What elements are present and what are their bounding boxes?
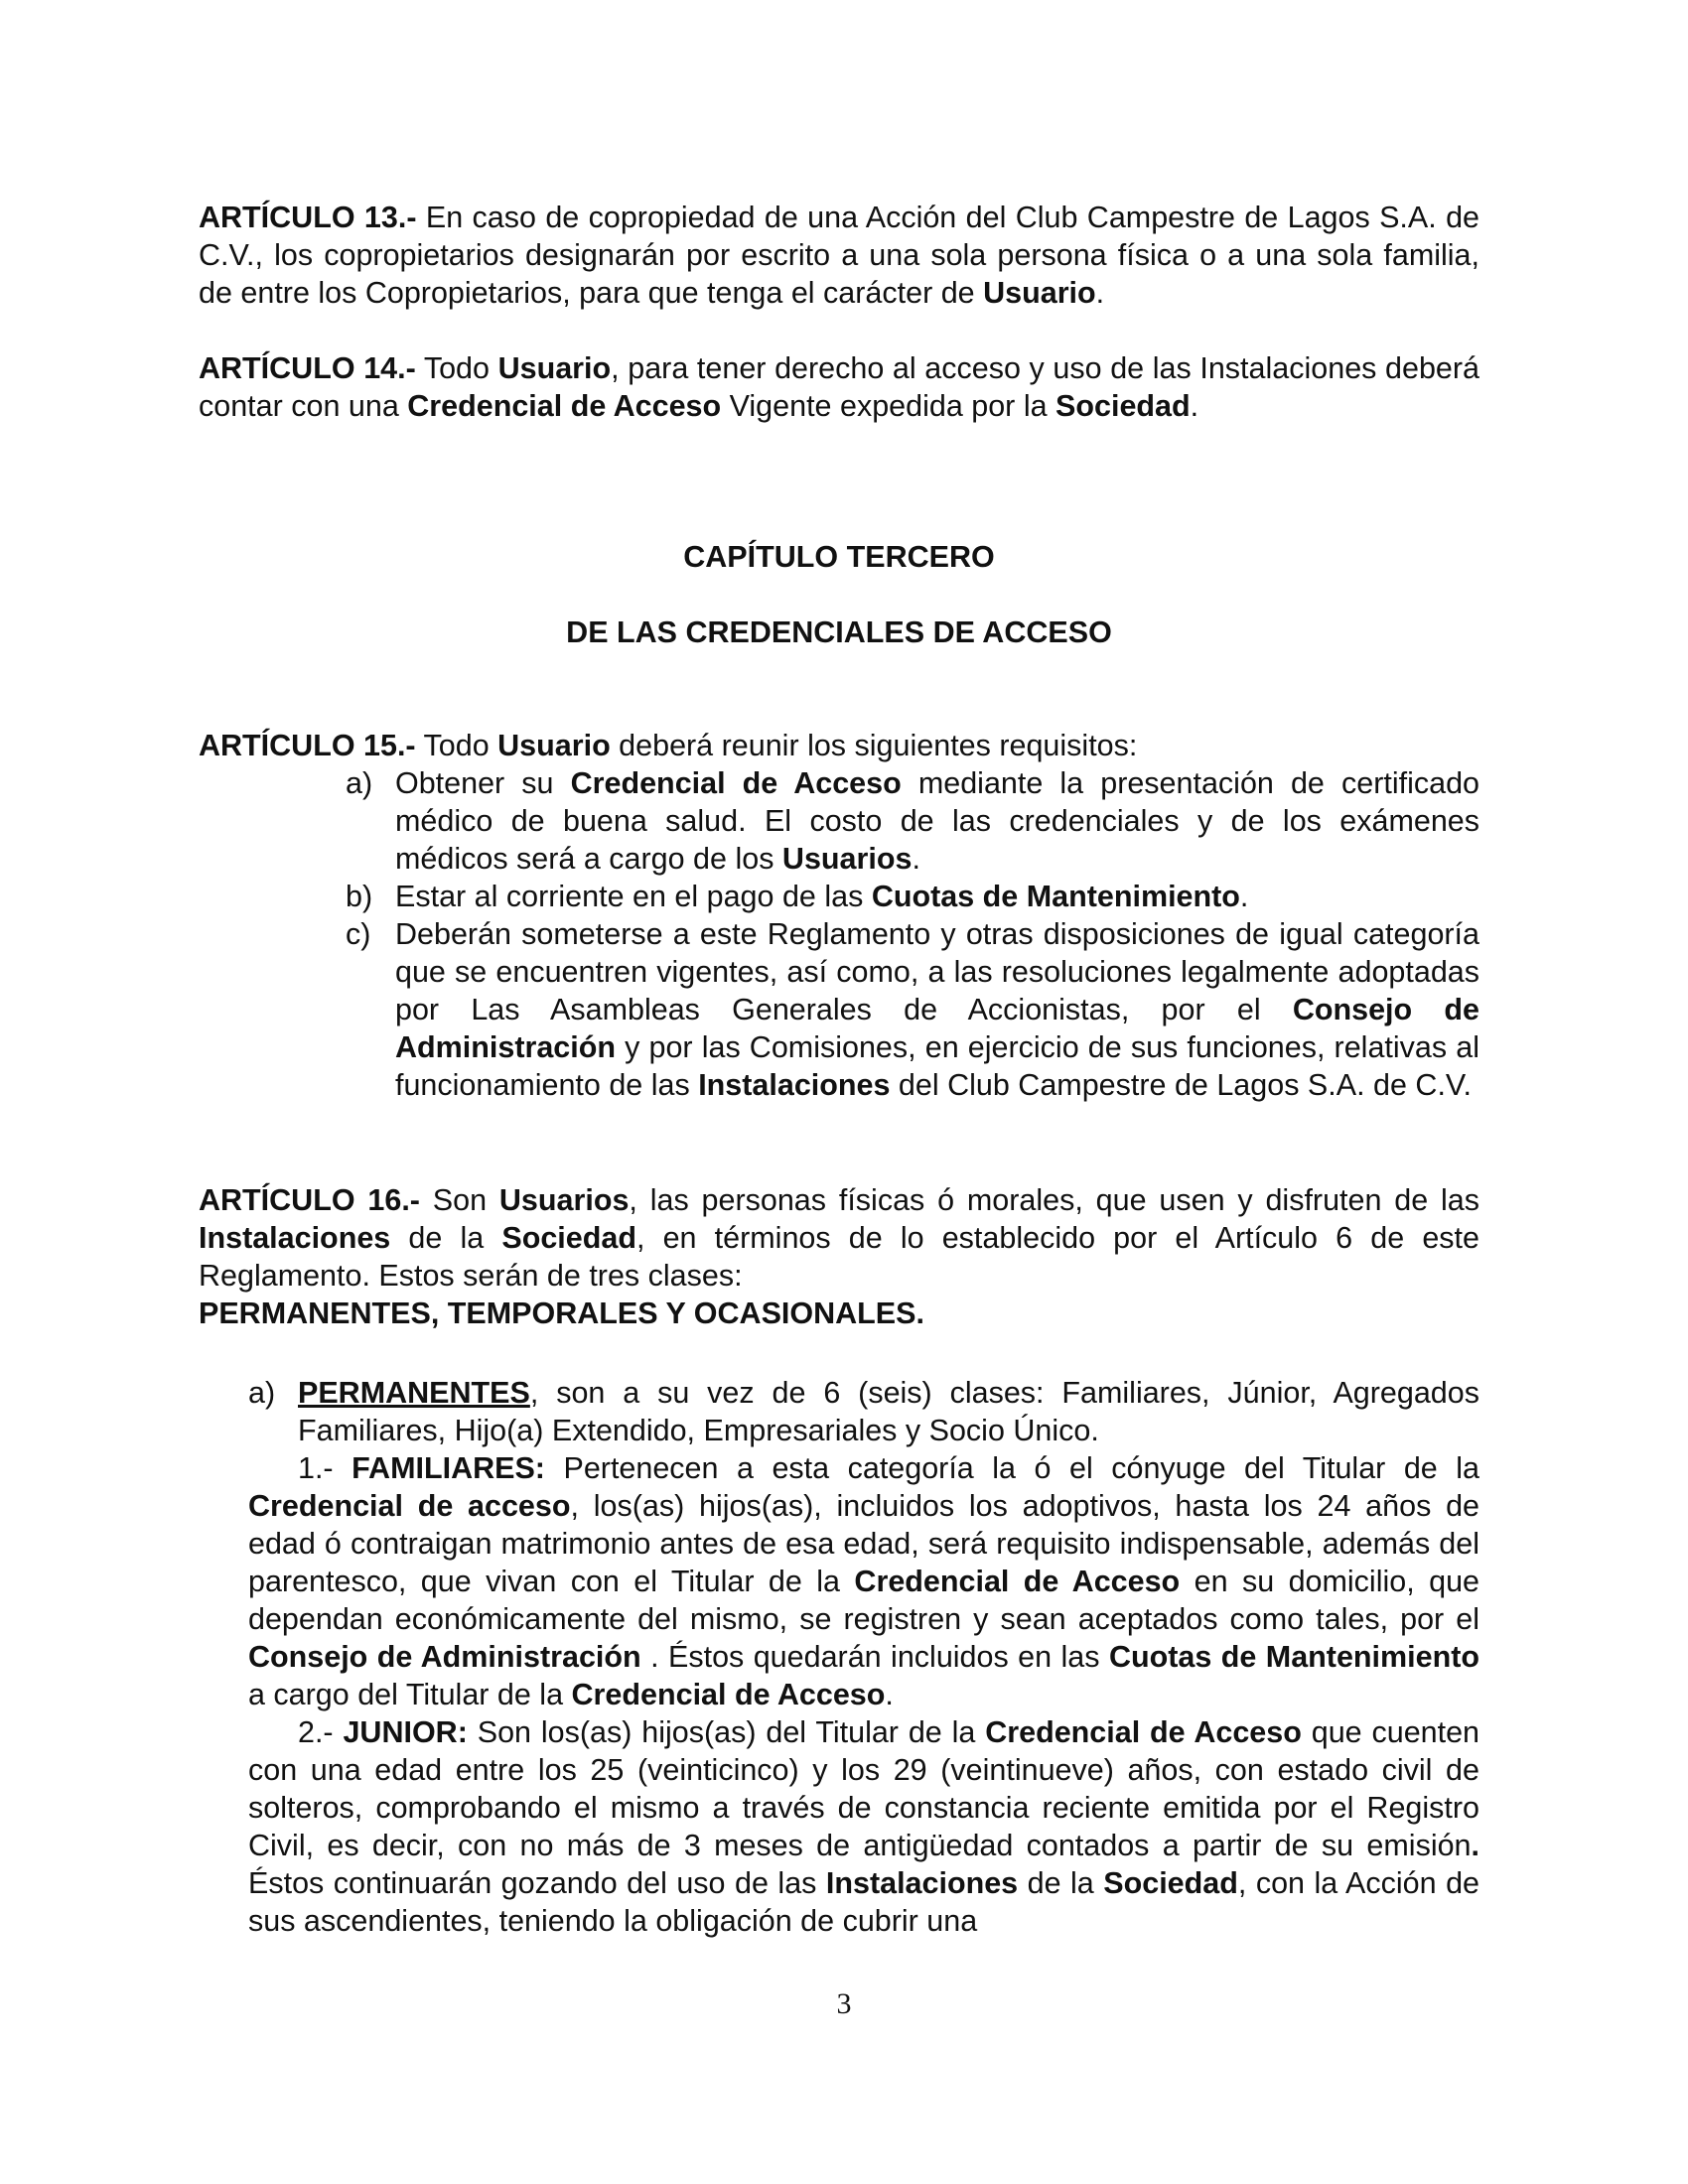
text-run: Todo	[415, 729, 498, 762]
article-16-classes	[199, 1295, 1479, 1332]
bold-term: Cuotas de Mantenimiento	[1108, 1640, 1480, 1674]
list-marker: a)	[346, 766, 373, 800]
bold-term: Usuario	[983, 276, 1096, 310]
bold-term: Credencial de Acceso	[985, 1715, 1302, 1749]
text-run: mediante la presentación de certificado médico de buena salud. El costo de las credenciales y de los exámenes médicos será a cargo de los	[395, 766, 1479, 876]
bold-term: .	[1471, 1829, 1479, 1862]
requirement-a	[199, 764, 1479, 878]
bold-term: Sociedad	[1103, 1866, 1238, 1900]
bold-term: Cuotas de Mantenimiento	[871, 880, 1240, 913]
text-run: Son los(as) hijos(as) del Titular de la	[467, 1715, 986, 1749]
text-run: de la	[390, 1221, 502, 1255]
list-marker: b)	[346, 880, 373, 913]
text-run: Estar al corriente en el pago de las	[395, 880, 872, 913]
text-run: .	[1095, 276, 1105, 310]
text-run: que cuenten con una edad entre los 25 (veinticinco) y los 29 (veintinueve) años, con estado civil de solteros, comprobando el mismo a través de constancia reciente emitida por el Registro Civil, es decir, con no más de 3 meses de antigüedad contados a partir de su emisión	[248, 1715, 1480, 1862]
text-run: , con la Acción de sus ascendientes, teniendo la obligación de cubrir una	[248, 1866, 1479, 1938]
text-run: de la	[1018, 1866, 1104, 1900]
article-16-label: ARTÍCULO 16.-	[199, 1183, 420, 1217]
permanentes-item	[199, 1374, 1479, 1449]
text-run: , en términos de lo establecido por el Artículo 6 de este Reglamento. Estos serán de tres clases:	[199, 1221, 1479, 1293]
text-run: Obtener su	[395, 766, 571, 800]
bold-term: Sociedad	[1055, 389, 1191, 423]
text-run: Son	[419, 1183, 499, 1217]
bold-term: JUNIOR:	[343, 1715, 468, 1749]
subitem-number: 2.-	[298, 1715, 334, 1749]
bold-term: FAMILIARES:	[352, 1451, 545, 1485]
requirement-c-text	[395, 915, 1479, 1104]
chapter-subtitle: DE LAS CREDENCIALES DE ACCESO	[566, 615, 1112, 649]
article-14-text	[199, 349, 1479, 425]
article-16	[199, 1181, 1479, 1332]
subitem-number: 1.-	[298, 1451, 334, 1485]
text-run: Vigente expedida por la	[721, 389, 1056, 423]
article-15-label: ARTÍCULO 15.-	[199, 729, 416, 762]
bold-term: Usuario	[497, 351, 612, 385]
bold-term: Consejo de Administración	[248, 1640, 641, 1674]
article-13-label: ARTÍCULO 13.-	[199, 201, 417, 234]
bold-term: Usuarios	[781, 842, 913, 876]
bold-term: Credencial de acceso	[248, 1489, 571, 1523]
requirement-a-text	[395, 764, 1479, 878]
text-run: a cargo del Titular de la	[248, 1678, 572, 1711]
bold-term: Credencial de Acceso	[570, 766, 902, 800]
bold-term: PERMANENTES, TEMPORALES Y OCASIONALES.	[199, 1297, 924, 1330]
text-run: deberá reunir los siguientes requisitos:	[610, 729, 1138, 762]
permanentes-section	[199, 1374, 1479, 1940]
text-run: Deberán someterse a este Reglamento y otras disposiciones de igual categoría que se encuentren vigentes, así como, a las resoluciones legalmente adoptadas por Las Asambleas Generales de Accionistas, por el	[395, 917, 1479, 1026]
article-15-intro	[199, 727, 1479, 764]
article-15	[199, 727, 1479, 1104]
list-marker: a)	[248, 1376, 276, 1410]
bold-term: Sociedad	[501, 1221, 636, 1255]
bold-term: Credencial de Acceso	[854, 1565, 1181, 1598]
bold-term: Credencial de Acceso	[571, 1678, 886, 1711]
bold-term: Instalaciones	[199, 1221, 391, 1255]
bold-term: Credencial de Acceso	[407, 389, 722, 423]
bold-term: Instalaciones	[825, 1866, 1019, 1900]
text-run: .	[912, 842, 920, 876]
article-13	[199, 199, 1479, 312]
bold-term: Usuarios	[498, 1183, 630, 1217]
text-run: , las personas físicas ó morales, que usen y disfruten de las	[629, 1183, 1480, 1217]
text-run: .	[1190, 389, 1199, 423]
list-marker: c)	[346, 917, 371, 951]
text-run: Éstos continuarán gozando del uso de las	[248, 1866, 826, 1900]
article-14-label: ARTÍCULO 14.-	[199, 351, 416, 385]
text-run: y por las Comisiones, en ejercicio de sus funciones, relativas al funcionamiento de las	[395, 1030, 1479, 1102]
text-run: Todo	[415, 351, 498, 385]
bold-term: PERMANENTES	[298, 1376, 530, 1410]
text-run: . Éstos quedarán incluidos en las	[640, 1640, 1109, 1674]
text-run: , para tener derecho al acceso y uso de las Instalaciones deberá contar con una	[199, 351, 1479, 423]
text-run: en su domicilio, que dependan económicamente del mismo, se registren y sean aceptados como tales, por el	[248, 1565, 1479, 1636]
text-run: del Club Campestre de Lagos S.A. de C.V.	[890, 1068, 1472, 1102]
junior-text	[248, 1713, 1479, 1940]
page-number: 3	[836, 1987, 852, 2020]
permanentes-subitems	[199, 1449, 1479, 1940]
text-run: En caso de copropiedad de una Acción del Club Campestre de Lagos S.A. de C.V., los copropietarios designarán por escrito a una sola persona física o a una sola familia, de entre los Copropietarios, para que tenga el carácter de	[199, 201, 1480, 310]
requirement-b-text	[395, 878, 1479, 915]
requirement-b	[199, 878, 1479, 915]
article-14	[199, 349, 1479, 425]
text-run: Pertenecen a esta categoría la ó el cónyuge del Titular de la	[544, 1451, 1479, 1485]
familiares-text	[248, 1449, 1479, 1713]
requirement-c	[199, 915, 1479, 1104]
article-13-text	[199, 199, 1479, 312]
bold-term: Usuario	[497, 729, 611, 762]
chapter-title: CAPÍTULO TERCERO	[683, 540, 995, 574]
bold-term: Instalaciones	[698, 1068, 891, 1102]
text-run: , los(as) hijos(as), incluidos los adoptivos, hasta los 24 años de edad ó contraigan matrimonio antes de esa edad, será requisito indispensable, además del parentesco, que vivan con el Titular de la	[248, 1489, 1479, 1598]
article-16-text	[199, 1181, 1479, 1295]
text-run: .	[885, 1678, 894, 1711]
text-run: .	[1239, 880, 1249, 913]
bold-term: Consejo de Administración	[395, 993, 1479, 1064]
text-run: , son a su vez de 6 (seis) clases: Familiares, Júnior, Agregados Familiares, Hijo(a) Extendido, Empresariales y Socio Único.	[298, 1376, 1479, 1447]
